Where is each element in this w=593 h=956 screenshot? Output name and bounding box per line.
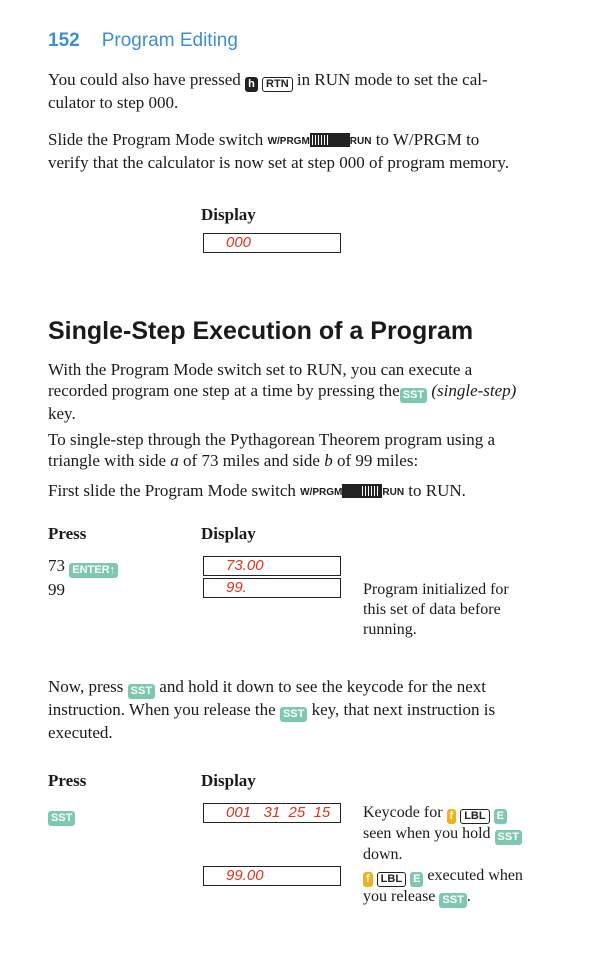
enter-key-icon: ENTER↑ bbox=[69, 563, 118, 578]
text: With the Program Mode switch set to RUN, you can execute a bbox=[48, 360, 473, 379]
lbl-key-icon: LBL bbox=[460, 809, 489, 824]
f-key-icon: f bbox=[363, 872, 373, 887]
text: triangle with side bbox=[48, 451, 167, 470]
text: key, that next instruction is bbox=[311, 700, 496, 719]
display-box: 99. bbox=[203, 578, 341, 598]
text: You could also have pressed bbox=[48, 70, 241, 89]
text: executed when bbox=[427, 867, 523, 884]
sst-key-icon: SST bbox=[48, 811, 75, 826]
text: to W/PRGM to bbox=[375, 130, 480, 149]
text: Now, press bbox=[48, 677, 124, 696]
note-initialized bbox=[363, 580, 553, 640]
text: verify that the calculator is now set at step 000 of program memory. bbox=[48, 153, 510, 172]
variable-a: a bbox=[170, 451, 179, 470]
program-mode-switch-icon bbox=[342, 484, 382, 498]
text: Keycode for bbox=[363, 804, 443, 821]
display-box: 73.00 bbox=[203, 556, 341, 576]
display-box: 001 31 25 15 bbox=[203, 803, 341, 823]
press-header: Press bbox=[48, 771, 87, 790]
paragraph-rtn bbox=[48, 69, 550, 113]
f-key-icon: f bbox=[447, 809, 457, 824]
text: Program initialized for bbox=[363, 581, 509, 598]
switch-label-right: RUN bbox=[382, 487, 405, 498]
text: of 73 miles and side bbox=[183, 451, 320, 470]
press-row-1 bbox=[48, 556, 118, 578]
text: culator to step 000. bbox=[48, 93, 179, 112]
variable-b: b bbox=[324, 451, 333, 470]
text: this set of data before bbox=[363, 601, 501, 618]
text: to RUN. bbox=[408, 481, 466, 500]
paragraph-switch-run bbox=[48, 480, 550, 503]
page-header bbox=[48, 30, 238, 52]
press-value: 73 bbox=[48, 556, 65, 575]
paragraph-switch-wprgm bbox=[48, 129, 550, 173]
sst-key-icon: SST bbox=[280, 707, 307, 722]
press-header: Press bbox=[48, 524, 87, 543]
note-executed bbox=[363, 866, 553, 908]
paragraph-pythagorean bbox=[48, 429, 550, 471]
text: running. bbox=[363, 621, 417, 638]
switch-label-left: W/PRGM bbox=[267, 136, 310, 147]
text: seen when you hold bbox=[363, 825, 491, 842]
text: key. bbox=[48, 404, 76, 423]
text: recorded program one step at a time by pressing the bbox=[48, 381, 400, 400]
text: First slide the Program Mode switch bbox=[48, 481, 296, 500]
text: . bbox=[466, 888, 471, 905]
e-key-icon: E bbox=[494, 809, 507, 824]
sst-key-icon: SST bbox=[400, 388, 427, 403]
text: (single-step) bbox=[431, 381, 517, 400]
display-header: Display bbox=[201, 205, 256, 224]
press-value: 99 bbox=[48, 580, 65, 599]
page-number: 152 bbox=[48, 30, 80, 51]
display-header: Display bbox=[201, 771, 256, 790]
paragraph-sst bbox=[48, 359, 550, 424]
rtn-key-icon: RTN bbox=[262, 77, 293, 92]
display-box: 000 bbox=[203, 233, 341, 253]
press-row-sst bbox=[48, 806, 75, 826]
text: of 99 miles: bbox=[336, 451, 419, 470]
chapter-title: Program Editing bbox=[101, 30, 238, 51]
switch-label-right: RUN bbox=[349, 136, 372, 147]
paragraph-hold-sst bbox=[48, 676, 550, 743]
text: Slide the Program Mode switch bbox=[48, 130, 264, 149]
text: instruction. When you release the bbox=[48, 700, 276, 719]
text: down. bbox=[363, 846, 403, 863]
switch-label-left: W/PRGM bbox=[300, 487, 343, 498]
display-header: Display bbox=[201, 524, 256, 543]
text: you release bbox=[363, 888, 436, 905]
sst-key-icon: SST bbox=[495, 830, 522, 845]
text: To single-step through the Pythagorean Theorem program using a bbox=[48, 430, 496, 449]
lbl-key-icon: LBL bbox=[377, 872, 406, 887]
program-mode-switch-icon bbox=[310, 133, 350, 147]
section-title: Single-Step Execution of a Program bbox=[48, 317, 474, 345]
e-key-icon: E bbox=[410, 872, 423, 887]
text: in RUN mode to set the cal- bbox=[296, 70, 488, 89]
sst-key-icon: SST bbox=[439, 893, 466, 908]
sst-key-icon: SST bbox=[128, 684, 155, 699]
note-keycode bbox=[363, 803, 553, 865]
display-box: 99.00 bbox=[203, 866, 341, 886]
text: executed. bbox=[48, 723, 113, 742]
text: and hold it down to see the keycode for the next bbox=[159, 677, 486, 696]
h-key-icon: h bbox=[245, 77, 258, 92]
